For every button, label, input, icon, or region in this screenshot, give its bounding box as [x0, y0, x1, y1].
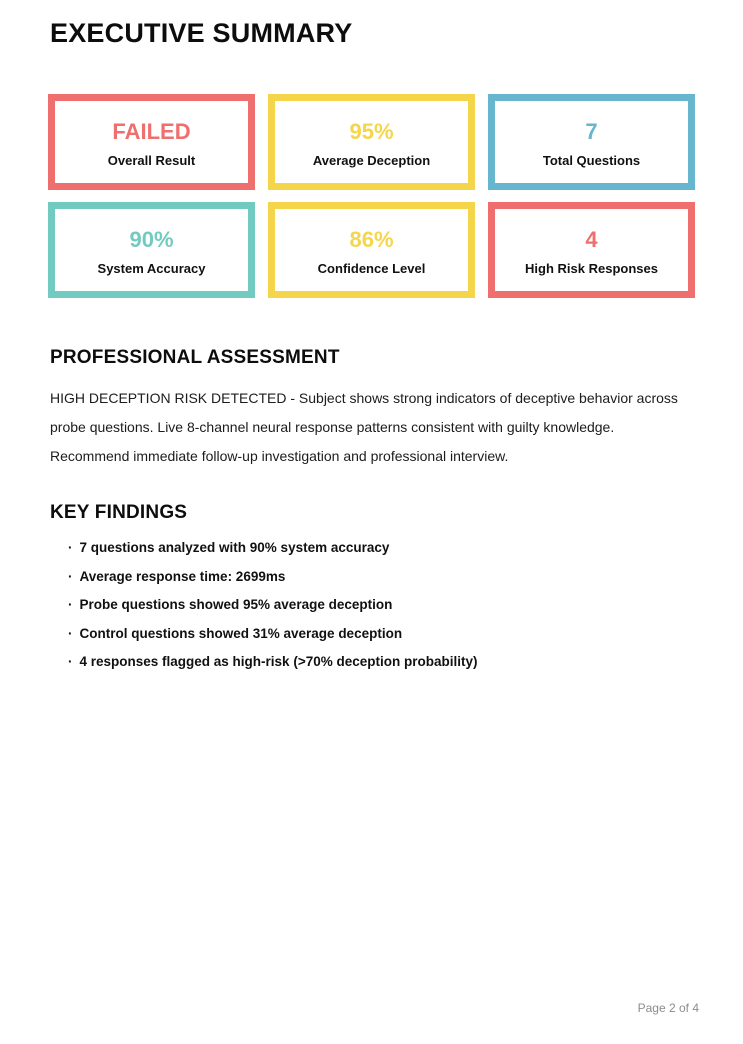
stat-value: 90%	[129, 227, 174, 252]
finding-item	[50, 570, 693, 584]
finding-text: Probe questions showed 95% average deception	[79, 597, 393, 612]
findings-heading: KEY FINDINGS	[50, 502, 188, 523]
finding-item	[50, 541, 693, 555]
finding-text: Control questions showed 31% average deception	[79, 625, 403, 641]
stat-value: 95%	[349, 119, 394, 144]
stat-card	[48, 202, 255, 298]
finding-text: 7 questions analyzed with 90% system accuracy	[79, 540, 390, 555]
page-title: EXECUTIVE SUMMARY	[50, 18, 353, 48]
bullet-dot-icon: ·	[68, 625, 73, 641]
page-number: Page 2 of 4	[637, 1001, 699, 1015]
summary-stats-grid	[48, 94, 695, 298]
key-findings-section	[50, 502, 693, 669]
stat-card	[488, 202, 695, 298]
bullet-dot-icon: ·	[68, 540, 73, 555]
stat-label: Overall Result	[107, 153, 196, 168]
stat-value: 7	[585, 119, 598, 144]
professional-assessment-section	[50, 347, 693, 471]
stat-label: High Risk Responses	[525, 261, 658, 276]
stat-value: 4	[585, 227, 598, 252]
bullet-dot-icon: ·	[68, 568, 73, 584]
stat-card	[48, 94, 255, 190]
stat-card	[268, 202, 475, 298]
stat-card	[268, 94, 475, 190]
stat-value: FAILED	[112, 119, 191, 144]
finding-item	[50, 598, 693, 612]
stat-label: Confidence Level	[317, 261, 426, 276]
findings-list	[50, 541, 693, 669]
finding-item	[50, 655, 693, 669]
bullet-dot-icon: ·	[68, 597, 73, 612]
stat-card	[488, 94, 695, 190]
stat-label: Average Deception	[312, 153, 431, 168]
finding-text: 4 responses flagged as high-risk (>70% deception probability)	[79, 654, 478, 669]
finding-text: Average response time: 2699ms	[79, 568, 286, 584]
stat-value: 86%	[349, 227, 394, 252]
assessment-body-text: HIGH DECEPTION RISK DETECTED - Subject shows strong indicators of deceptive behavior across probe questions. Live 8-channel neural response patterns consistent with guilty knowledge. Recommend immediate follow-up investigation and professional interview.	[50, 390, 678, 464]
bullet-dot-icon: ·	[68, 654, 73, 669]
finding-item	[50, 627, 693, 641]
stat-label: Total Questions	[542, 153, 641, 168]
assessment-heading: PROFESSIONAL ASSESSMENT	[50, 347, 340, 368]
stat-label: System Accuracy	[97, 261, 206, 276]
